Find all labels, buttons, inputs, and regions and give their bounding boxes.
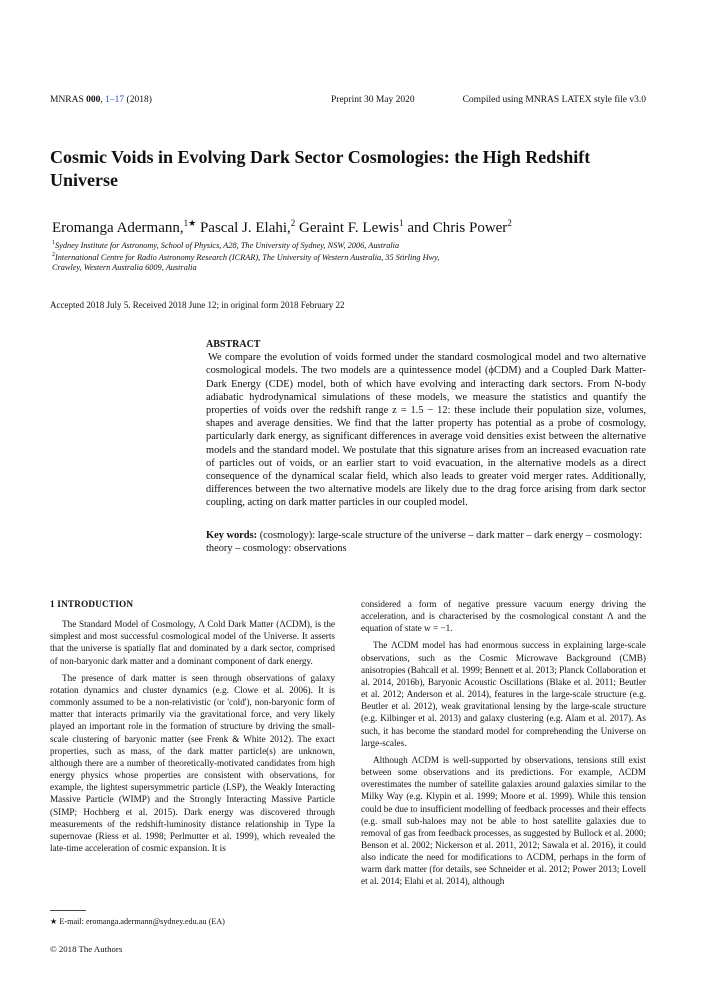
abstract-heading: ABSTRACT	[206, 339, 261, 350]
copyright: © 2018 The Authors	[50, 944, 123, 954]
author-list: Eromanga Adermann,$^{1★}$ Pascal J. Elahi,$^2$ Geraint F. Lewis$^1$ and Chris Power$^2$	[52, 218, 512, 236]
intro-paragraph-5: Although ΛCDM is well-supported by observations, tensions still exist between some observations and its predictions. For example, ΛCDM overestimates the number of satellite galaxies around galaxies similar to the Milky Way (e.g. Klypin et al. 1999; Moore et al. 1999). While this tension could be due to insufficient modelling of feedback processes and their effects (e.g. small sub-haloes may not be able to host satellite galaxies due to removal of gas from feedback processes, as suggested by Bullock et al. 2000; Benson et al. 2002; Nickerson et al. 2011, 2012; Sawala et al. 2016), it could also indicate the need for modifications to ΛCDM, perhaps in the form of warm dark matter (for details, see Schneider et al. 2012; Power 2013; Lovell et al. 2014; Elahi et al. 2014), although	[361, 754, 646, 887]
paper-title: Cosmic Voids in Evolving Dark Sector Cosmologies: the High Redshift Universe	[50, 147, 591, 190]
intro-paragraph-2: The presence of dark matter is seen through observations of galaxy rotation dynamics and cluster dynamics (e.g. Clowe et al. 2006). It is commonly assumed to be a non-relativistic (or 'cold'), non-baryonic form of matter that interacts primarily via the gravitational force, and very likely played an important role in the formation of structure by driving the small-scale clustering of baryonic matter (see Frenk & White 2012). The exact properties, such as mass, of the dark matter particle(s) are unknown, although there are a number of theoretically-motivated candidates from high energy physics whose properties are consistent with observations, for example, the lightest supersymmetric particle (LSP), the Weakly Interacting Massive Particle (WIMP) and the Strongly Interacting Massive Particle (SIMP; Hochberg et al. 2015). Dark energy was discovered through measurements of the redshift-luminosity distance relationship in Type Ia supernovae (Riess et al. 1998; Perlmutter et al. 1999), which revealed the late-time acceleration of cosmic expansion. It is	[50, 672, 335, 853]
footnote-rule	[50, 910, 86, 911]
affiliation-1: $^1$Sydney Institute for Astronomy, School of Physics, A28, The University of Sydney, NSW, 2006, Australia	[52, 240, 400, 250]
running-header-journal: MNRAS 000, 1–17 (2018)	[50, 95, 152, 105]
footnote-email: ★ E-mail: eromanga.adermann@sydney.edu.au (EA)	[50, 917, 225, 926]
intro-paragraph-4: The ΛCDM model has had enormous success in explaining large-scale observations, such as the Cosmic Microwave Background (CMB) anisotropies (Bahcall et al. 1999; Bennett et al. 2013; Planck Collaboration et al. 2014, 2016b), Baryonic Acoustic Oscillations (Blake et al. 2011; Beutler et al. 2012; Anderson et al. 2014), features in the large-scale structure (e.g. Beutler et al. 2012), weak gravitational lensing by the large-scale structure (e.g. Kilbinger et al. 2013) and galaxy clustering (e.g. Alam et al. 2017). As such, it has become the standard model for comprehending the Universe on large-scales.	[361, 640, 646, 748]
running-header-compiled: Compiled using MNRAS LATEX style file v3.0	[462, 95, 646, 105]
pages-link[interactable]: 1–17	[105, 95, 125, 105]
intro-paragraph-3: considered a form of negative pressure vacuum energy driving the acceleration, and is characterised by the cosmological constant Λ and the equation of state w = −1.	[361, 599, 646, 634]
affiliation-2-cont: Crawley, Western Australia 6009, Australia	[52, 263, 197, 272]
abstract-text: We compare the evolution of voids formed under the standard cosmological model and two alternative cosmological models. The two models are a quintessence model (ϕCDM) and a Coupled Dark Matter-Dark Energy (CDE) model, both of which have evolving and interacting dark sectors. From N-body adiabatic hydrodynamical simulations of these models, we measure the statistics and quantify the properties of voids over the redshift range z = 1.5 − 12: these include their population size, volumes, shapes and average densities. We find that the latter property has potential as a probe of cosmology, particularly dark energy, as significant differences in average void densities exist between the alternative models and the standard model. We postulate that this signature arises from an increased evacuation rate of particles out of voids, or an earlier start to void evacuation, in the alternative models as a direct consequence of the dynamical scalar field, which also leads to greater void merger rates. Additionally, differences between the two alternative models are likely due to the drag force arising from dark sector coupling, acting on dark matter particles in our coupled model.	[206, 352, 646, 509]
abstract	[206, 338, 646, 510]
keywords-label: Key words:	[206, 530, 258, 541]
keywords	[206, 529, 646, 555]
keywords-text: (cosmology): large-scale structure of the universe – dark matter – dark energy – cosmology: theory – cosmology: observations	[206, 530, 643, 555]
affiliation-2: $^2$International Centre for Radio Astronomy Research (ICRAR), The University of Western Australia, 35 Stirling Hwy,	[52, 252, 440, 262]
accepted-dates: Accepted 2018 July 5. Received 2018 June 12; in original form 2018 February 22	[50, 300, 345, 310]
running-header-preprint: Preprint 30 May 2020	[331, 95, 415, 105]
right-column	[361, 598, 646, 888]
left-column	[50, 598, 335, 854]
intro-paragraph-1: The Standard Model of Cosmology, Λ Cold Dark Matter (ΛCDM), is the simplest and most successful cosmological model of the Universe. It asserts that the universe is spatially flat and dominated by a dark sector, comprised of non-baryonic dark matter and a dominant component of dark energy.	[50, 619, 335, 666]
section-heading-introduction: 1 INTRODUCTION	[50, 599, 134, 609]
